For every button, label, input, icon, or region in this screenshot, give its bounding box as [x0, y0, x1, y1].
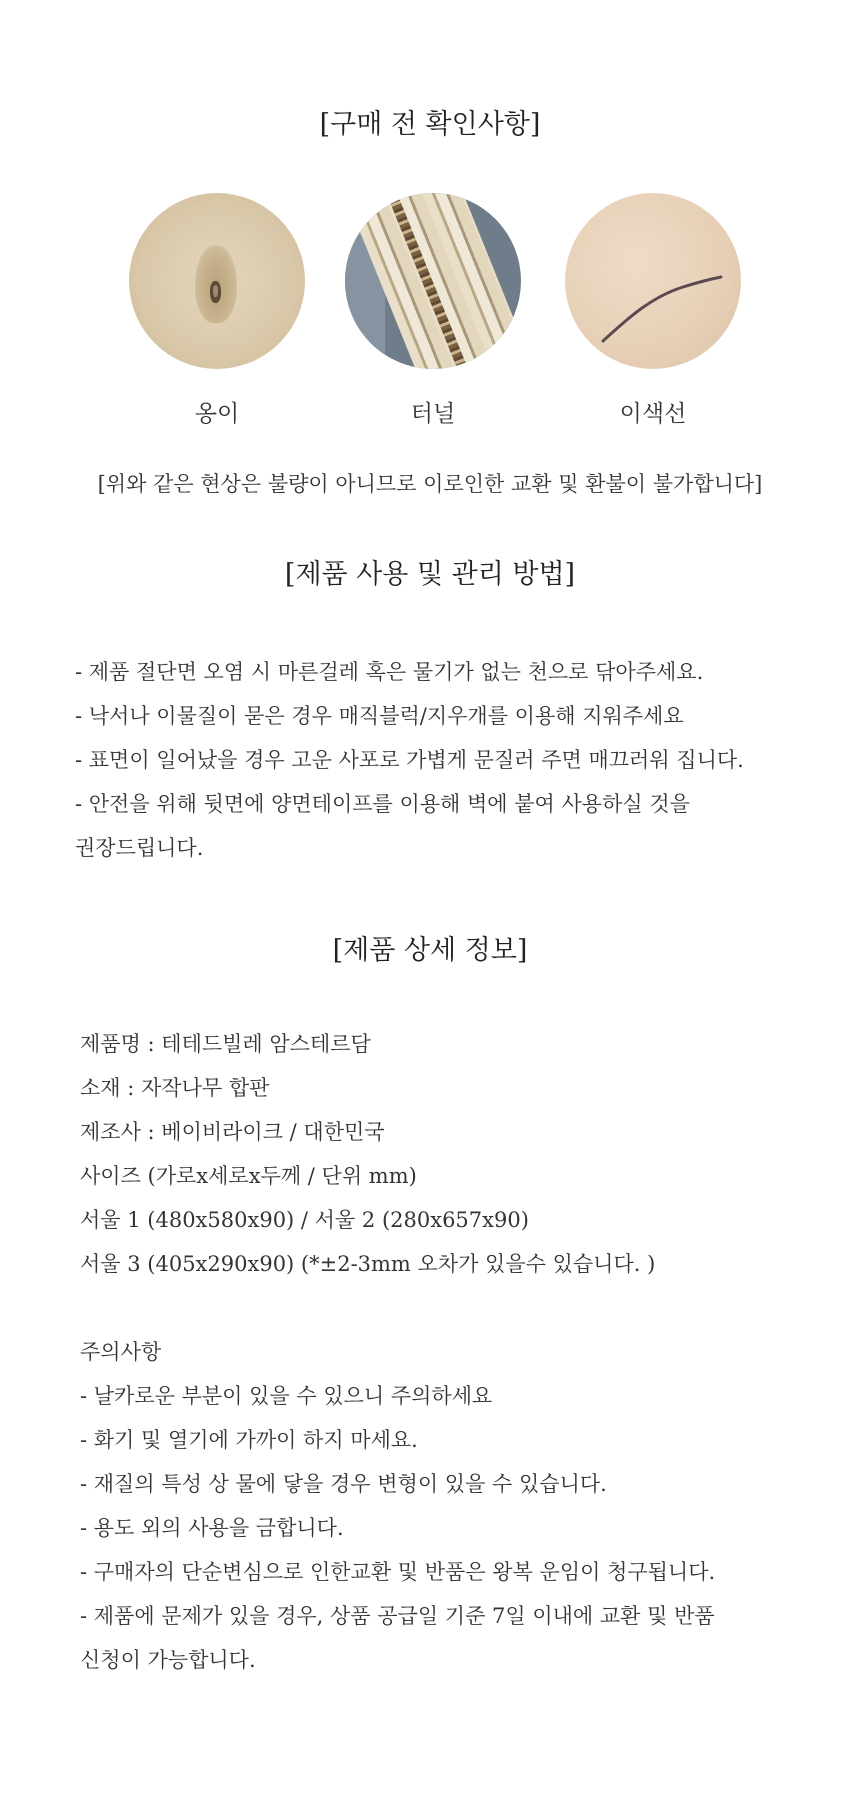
defect-item-color-line	[563, 193, 743, 428]
caution-item: - 용도 외의 사용을 금합니다.	[80, 1516, 344, 1540]
detail-line: 소재 : 자작나무 합판	[80, 1076, 270, 1100]
caution-item: - 제품에 문제가 있을 경우, 상품 공급일 기준 7일 이내에 교환 및 반품	[80, 1604, 715, 1628]
spacer	[80, 1286, 840, 1330]
caution-item: - 화기 및 열기에 가까이 하지 마세요.	[80, 1428, 418, 1452]
usage-instructions	[75, 650, 835, 870]
detail-line: 사이즈 (가로x세로x두께 / 단위 mm)	[80, 1164, 417, 1188]
detail-line: 서울 1 (480x580x90) / 서울 2 (280x657x90)	[80, 1208, 529, 1232]
section-title-detail: [제품 상세 정보]	[332, 935, 528, 966]
caution-title: 주의사항	[80, 1340, 162, 1364]
defect-item-knot	[127, 193, 307, 428]
detail-line: 제품명 : 테테드빌레 암스테르담	[80, 1032, 371, 1056]
detail-line: 제조사 : 베이비라이크 / 대한민국	[80, 1120, 385, 1144]
section-title-before-purchase: [구매 전 확인사항]	[319, 109, 541, 140]
defect-label: 터널	[410, 401, 456, 427]
usage-item: - 낙서나 이물질이 묻은 경우 매직블럭/지우개를 이용해 지워주세요	[75, 704, 684, 728]
wood-color-line-photo	[565, 193, 741, 369]
defect-label: 이색선	[619, 401, 687, 427]
usage-item: - 제품 절단면 오염 시 마른걸레 혹은 물기가 없는 천으로 닦아주세요.	[75, 660, 704, 684]
defect-gallery	[0, 193, 860, 433]
no-refund-notice: [위와 같은 현상은 불량이 아니므로 이로인한 교환 및 환불이 불가합니다]	[97, 472, 763, 496]
caution-item: - 구매자의 단순변심으로 인한교환 및 반품은 왕복 운임이 청구됩니다.	[80, 1560, 716, 1584]
wood-knot-photo	[129, 193, 305, 369]
caution-item: 신청이 가능합니다.	[80, 1648, 256, 1672]
wood-tunnel-photo	[345, 193, 521, 369]
caution-item: - 재질의 특성 상 물에 닿을 경우 변형이 있을 수 있습니다.	[80, 1472, 607, 1496]
usage-item: 권장드립니다.	[75, 836, 204, 860]
section-title-usage: [제품 사용 및 관리 방법]	[284, 559, 576, 590]
product-details	[80, 1022, 840, 1682]
defect-label: 옹이	[194, 401, 240, 427]
usage-item: - 안전을 위해 뒷면에 양면테이프를 이용해 벽에 붙여 사용하실 것을	[75, 792, 690, 816]
detail-line: 서울 3 (405x290x90) (*±2-3mm 오차가 있을수 있습니다. )	[80, 1252, 656, 1276]
caution-item: - 날카로운 부분이 있을 수 있으니 주의하세요	[80, 1384, 493, 1408]
usage-item: - 표면이 일어났을 경우 고운 사포로 가볍게 문질러 주면 매끄러워 집니다.	[75, 748, 744, 772]
defect-item-tunnel	[343, 193, 523, 428]
